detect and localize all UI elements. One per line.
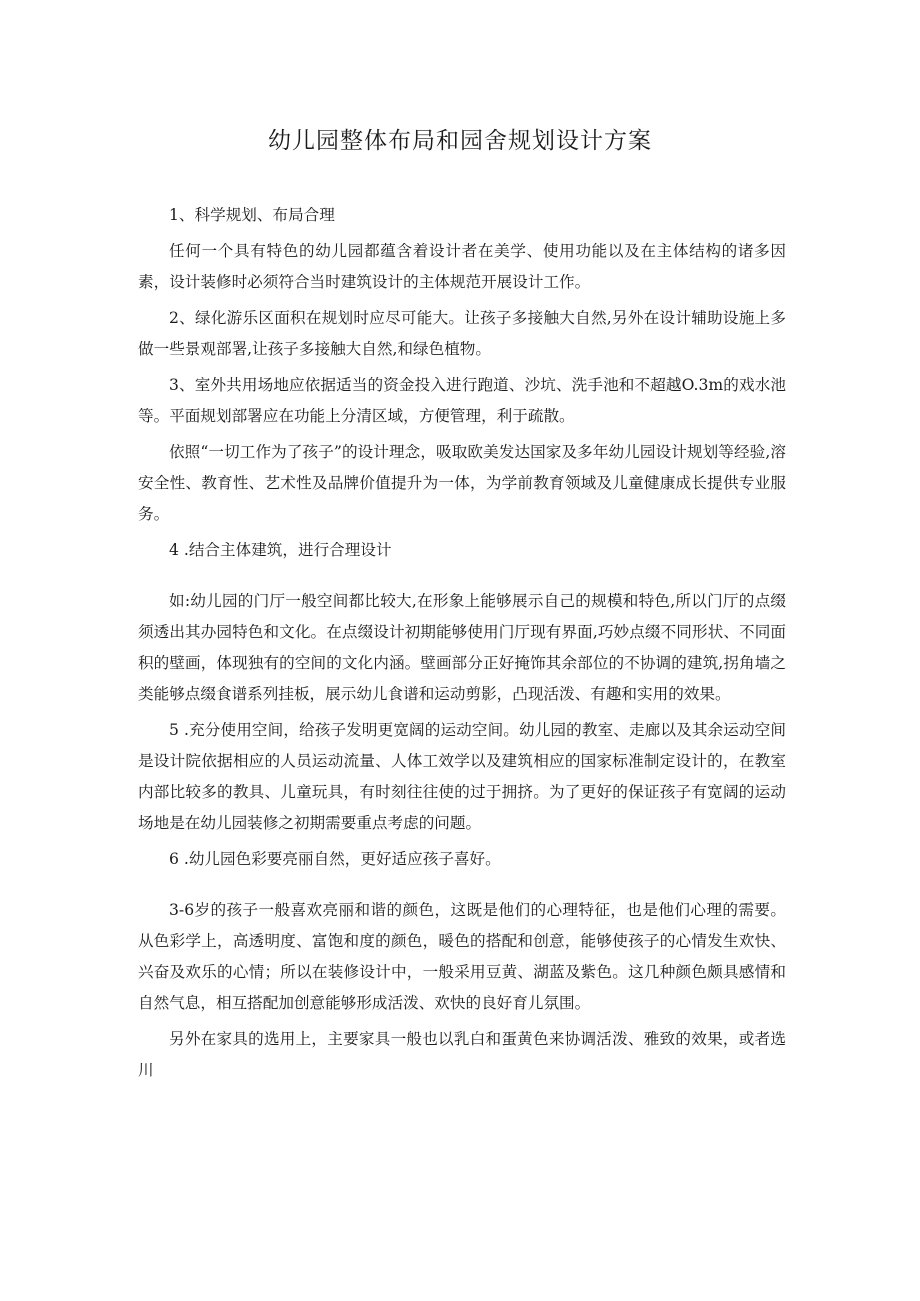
paragraph: 依照“一切工作为了孩子”的设计理念，吸取欧美发达国家及多年幼儿园设计规划等经验,溶安全性、教育性、艺术性及品牌价值提升为一体，为学前教育领域及儿童健康成长提供专业服务。 xyxy=(138,443,786,523)
section-heading-5: 5 .充分使用空间，给孩子发明更宽阔的运动空间。幼儿园的教室、走廊以及其余运动空间是设计院依据相应的人员运动流量、人体工效学以及建筑相应的国家标准制定设计的，在教室内部比较多的教具、儿童玩具，有时刻往往使的过于拥挤。为了更好的保证孩子有宽阔的运动场地是在幼儿园装修之初期需要重点考虑的问题。 xyxy=(138,721,786,832)
document-title: 幼儿园整体布局和园舍规划设计方案 xyxy=(268,128,652,154)
section-heading-1: 1、科学规划、布局合理 xyxy=(169,206,335,224)
paragraph: 任何一个具有特色的幼儿园都蕴含着设计者在美学、使用功能以及在主体结构的诸多因素，设计装修时必须符合当时建筑设计的主体规范开展设计工作。 xyxy=(138,242,786,291)
paragraph: 2、绿化游乐区面积在规划时应尽可能大。让孩子多接触大自然,另外在设计辅助设施上多做一些景观部署,让孩子多接触大自然,和绿色植物。 xyxy=(138,309,786,358)
section-heading-6: 6 .幼儿园色彩要亮丽自然，更好适应孩子喜好。 xyxy=(169,850,501,868)
paragraph: 如:幼儿园的门厅一般空间都比较大,在形象上能够展示自己的规模和特色,所以门厅的点缀须透出其办园特色和文化。在点缀设计初期能够使用门厅现有界面,巧妙点缀不同形状、不同面积的壁画，体现独有的空间的文化内涵。壁画部分正好掩饰其余部位的不协调的建筑,拐角墙之类能够点缀食谱系列挂板，展示幼儿食谱和运动剪影，凸现活泼、有趣和实用的效果。 xyxy=(138,592,786,703)
paragraph: 3、室外共用场地应依据适当的资金投入进行跑道、沙坑、洗手池和不超越O.3m的戏水池等。平面规划部署应在功能上分清区域，方便管理，利于疏散。 xyxy=(138,376,786,425)
document-body xyxy=(138,200,786,1086)
section-heading-4: 4 .结合主体建筑，进行合理设计 xyxy=(169,541,392,559)
paragraph: 3-6岁的孩子一般喜欢亮丽和谐的颜色，这既是他们的心理特征，也是他们心理的需要。从色彩学上，高透明度、富饱和度的颜色，暖色的搭配和创意，能够使孩子的心情发生欢快、兴奋及欢乐的心情；所以在装修设计中，一般采用豆黄、湖蓝及紫色。这几种颜色颇具感情和自然气息，相互搭配加创意能够形成活泼、欢快的良好育儿氛围。 xyxy=(138,901,786,1012)
paragraph: 另外在家具的选用上，主要家具一般也以乳白和蛋黄色来协调活泼、雅致的效果，或者选川 xyxy=(138,1030,786,1079)
